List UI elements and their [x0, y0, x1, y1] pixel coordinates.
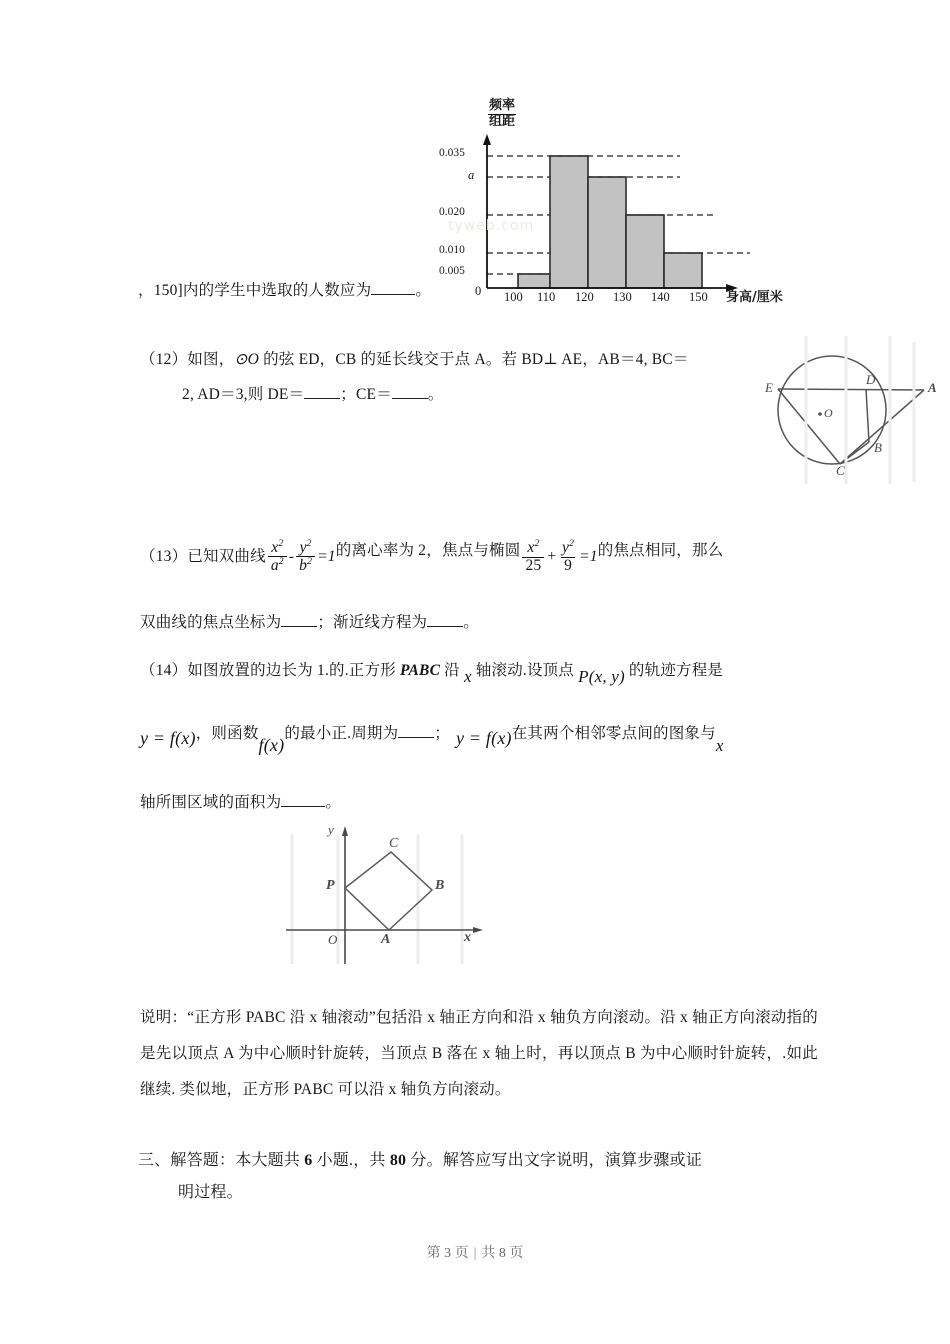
- page-footer: [0, 1242, 950, 1262]
- x-tick-100: 100: [504, 290, 523, 304]
- section3-heading-a: 三、解答题：本大题共: [138, 1152, 305, 1169]
- label-D: D: [866, 372, 876, 387]
- bar-130-140: [626, 215, 664, 288]
- bar-140-150: [664, 253, 702, 288]
- y-tick-a: a: [468, 168, 475, 182]
- circle-geometry-figure: [762, 332, 950, 490]
- q13-number: （13）: [140, 548, 188, 565]
- label-B: B: [435, 878, 445, 893]
- y-tick-0020: 0.020: [439, 206, 465, 218]
- fx-symbol: f(x): [258, 735, 285, 755]
- q11-period: 。: [415, 282, 432, 299]
- q14-line1-c: 轴滚动.设顶点: [471, 662, 579, 679]
- question-14-line3: [140, 788, 640, 818]
- q12-line1-a: 如图，: [187, 351, 235, 368]
- label-O: O: [824, 406, 833, 420]
- bar-110-120: [550, 156, 588, 288]
- y-tick-0035: 0.035: [439, 147, 465, 159]
- y-tick-0010: 0.010: [439, 244, 465, 256]
- hyperbola-x-term: $\frac{x^2}{a^2}$: [268, 539, 287, 575]
- q14-line3: 轴所围区域的面积为: [140, 794, 282, 811]
- perpendicular-symbol: ⊥: [543, 351, 559, 368]
- ellipse-plus: +: [546, 548, 558, 565]
- q13-line2-a: 双曲线的焦点坐标为: [140, 614, 282, 631]
- line-CA: [840, 390, 924, 464]
- note-label: 说明：: [140, 1009, 188, 1026]
- x-tick-120: 120: [575, 290, 594, 304]
- ellipse-y-term: $\frac{y^2}{9}$: [562, 538, 575, 574]
- q14-answer-blank-period[interactable]: [398, 737, 434, 738]
- q12-line2-c: 。: [427, 386, 444, 403]
- q14-line1-b: 沿: [440, 662, 464, 679]
- circle-figure-svg: [762, 332, 950, 490]
- label-A: A: [928, 380, 937, 395]
- x-tick-140: 140: [651, 290, 670, 304]
- q11-answer-blank[interactable]: [371, 294, 415, 295]
- section3-total-score: 80: [389, 1152, 407, 1169]
- q14-line1-d: 的轨迹方程是: [624, 662, 724, 679]
- axis-x-symbol-2: x: [715, 736, 724, 755]
- scan-artifacts: [292, 834, 462, 964]
- x-axis-title: 身高/厘米: [726, 290, 783, 305]
- section3-question-count: 6: [304, 1152, 313, 1169]
- q12-line2-a: 2, AD＝3,则 DE＝: [182, 386, 305, 403]
- q14-line2-a: ，则函数: [195, 725, 259, 742]
- y-axis-title-numerator: 频率: [489, 98, 516, 113]
- question-14-note: [140, 1000, 818, 1108]
- square-name-pabc: PABC: [399, 662, 441, 679]
- q13-answer-blank-focus[interactable]: [281, 626, 317, 627]
- y-axis-arrow: [483, 134, 491, 145]
- x-axis-arrow: [473, 927, 483, 933]
- question-14-line2: [140, 723, 830, 755]
- q12-line2-b: ；CE＝: [340, 386, 392, 403]
- question-13-line1: [140, 538, 820, 576]
- q14-line2-c: ；: [434, 725, 450, 742]
- label-C: C: [836, 463, 845, 478]
- q14-line3-end: 。: [325, 794, 342, 811]
- q13-lead: 已知双曲线: [187, 548, 266, 565]
- section-3-heading-line2: [178, 1178, 578, 1208]
- x-tick-150: 150: [689, 290, 708, 304]
- circle-o-symbol: ⊙O: [234, 351, 260, 368]
- chord-EC: [778, 389, 840, 464]
- footer-separator: |: [473, 1246, 477, 1261]
- q13-mid2: 的焦点相同，那么: [597, 542, 724, 559]
- hyperbola-minus: -: [288, 548, 295, 565]
- label-O: O: [328, 932, 338, 947]
- line-EA: [778, 389, 924, 390]
- hyperbola-rhs: =1: [317, 548, 336, 565]
- q14-line2-d: 在其两个相邻零点间的图象与: [511, 725, 716, 742]
- question-12-line1: [140, 345, 760, 375]
- q13-line2-b: ；渐近线方程为: [317, 614, 428, 631]
- label-B: B: [874, 440, 882, 455]
- footer-page-label: 第 3 页: [426, 1246, 469, 1261]
- q12-line1-c: AE，AB＝4, BC＝: [558, 351, 689, 368]
- histogram-svg: [430, 98, 800, 298]
- section3-heading-b: 小题.，共: [312, 1152, 390, 1169]
- ellipse-rhs: =1: [579, 548, 598, 565]
- label-P: P: [326, 878, 335, 893]
- question-12-line2: [182, 380, 742, 410]
- section3-heading-c: 分。解答应写出文字说明，演算步骤或证: [406, 1152, 703, 1169]
- q13-line2-c: 。: [463, 614, 479, 631]
- bar-120-130: [588, 177, 626, 288]
- q13-answer-blank-asymptote[interactable]: [427, 626, 463, 627]
- hyperbola-y-term: $\frac{y^2}{b^2}$: [296, 539, 315, 575]
- label-x-axis: x: [464, 930, 471, 945]
- q14-answer-blank-area[interactable]: [281, 806, 325, 807]
- question-14-line1: [140, 655, 820, 686]
- label-y-axis: y: [328, 822, 334, 837]
- y-tick-0005: 0.005: [439, 265, 465, 277]
- note-text: “正方形 PABC 沿 x 轴滚动”包括沿 x 轴正方向和沿 x 轴负方向滚动。沿 x 轴正方向滚动指的是先以顶点 A 为中心顺时针旋转，当顶点 B 落在 x 轴上时，再以顶点 B 为中心顺时针旋转，.如此继续. 类似地，正方形 PABC 可以沿 x 轴负方向滚动。: [140, 1009, 818, 1098]
- q14-line2-b: 的最小正.周期为: [284, 725, 399, 742]
- watermark-text: tyweb.com: [448, 218, 535, 234]
- x-tick-110: 110: [537, 290, 556, 304]
- label-E: E: [765, 380, 773, 395]
- x-tick-130: 130: [613, 290, 632, 304]
- axis-x-symbol-1: x: [463, 667, 472, 686]
- q12-line1-b: 的弦 ED，CB 的延长线交于点 A。若 BD: [259, 351, 544, 368]
- q11-tail-text: ，150]内的学生中选取的人数应为: [138, 282, 372, 299]
- y-axis-title: [488, 96, 516, 129]
- question-11-tail: [138, 276, 558, 306]
- chord-DB: [866, 389, 869, 442]
- question-13-line2: [140, 608, 740, 638]
- y-axis-title-denominator: 组距: [489, 113, 516, 129]
- point-p-symbol: P(x, y): [578, 667, 625, 686]
- histogram-bars: [518, 156, 702, 288]
- y-axis-arrow: [342, 826, 348, 836]
- frequency-histogram: [430, 98, 800, 305]
- footer-total-label: 共 8 页: [481, 1246, 524, 1261]
- fx-equation-2: y = f(x): [456, 728, 512, 748]
- rolling-square-figure: [276, 824, 492, 972]
- q14-line1-a: 如图放置的边长为 1.的.正方形: [187, 662, 400, 679]
- ellipse-x-term: $\frac{x^2}{25}$: [522, 539, 544, 574]
- q12-answer-blank-de[interactable]: [304, 398, 340, 399]
- rolling-square-svg: [276, 824, 492, 972]
- label-A: A: [381, 932, 391, 947]
- q14-number: （14）: [140, 662, 188, 679]
- q13-mid1: 的离心率为 2，焦点与椭圆: [335, 542, 521, 559]
- q12-number: （12）: [140, 351, 188, 368]
- center-point-dot: [818, 412, 822, 416]
- section-3-heading: [138, 1146, 828, 1176]
- label-C: C: [389, 836, 399, 851]
- scan-artifacts: [806, 336, 914, 484]
- section3-heading-line2: 明过程。: [178, 1184, 243, 1201]
- q12-answer-blank-ce[interactable]: [392, 398, 428, 399]
- fx-equation-1: y = f(x): [140, 728, 196, 748]
- y-axis-origin-label: 0: [475, 284, 482, 298]
